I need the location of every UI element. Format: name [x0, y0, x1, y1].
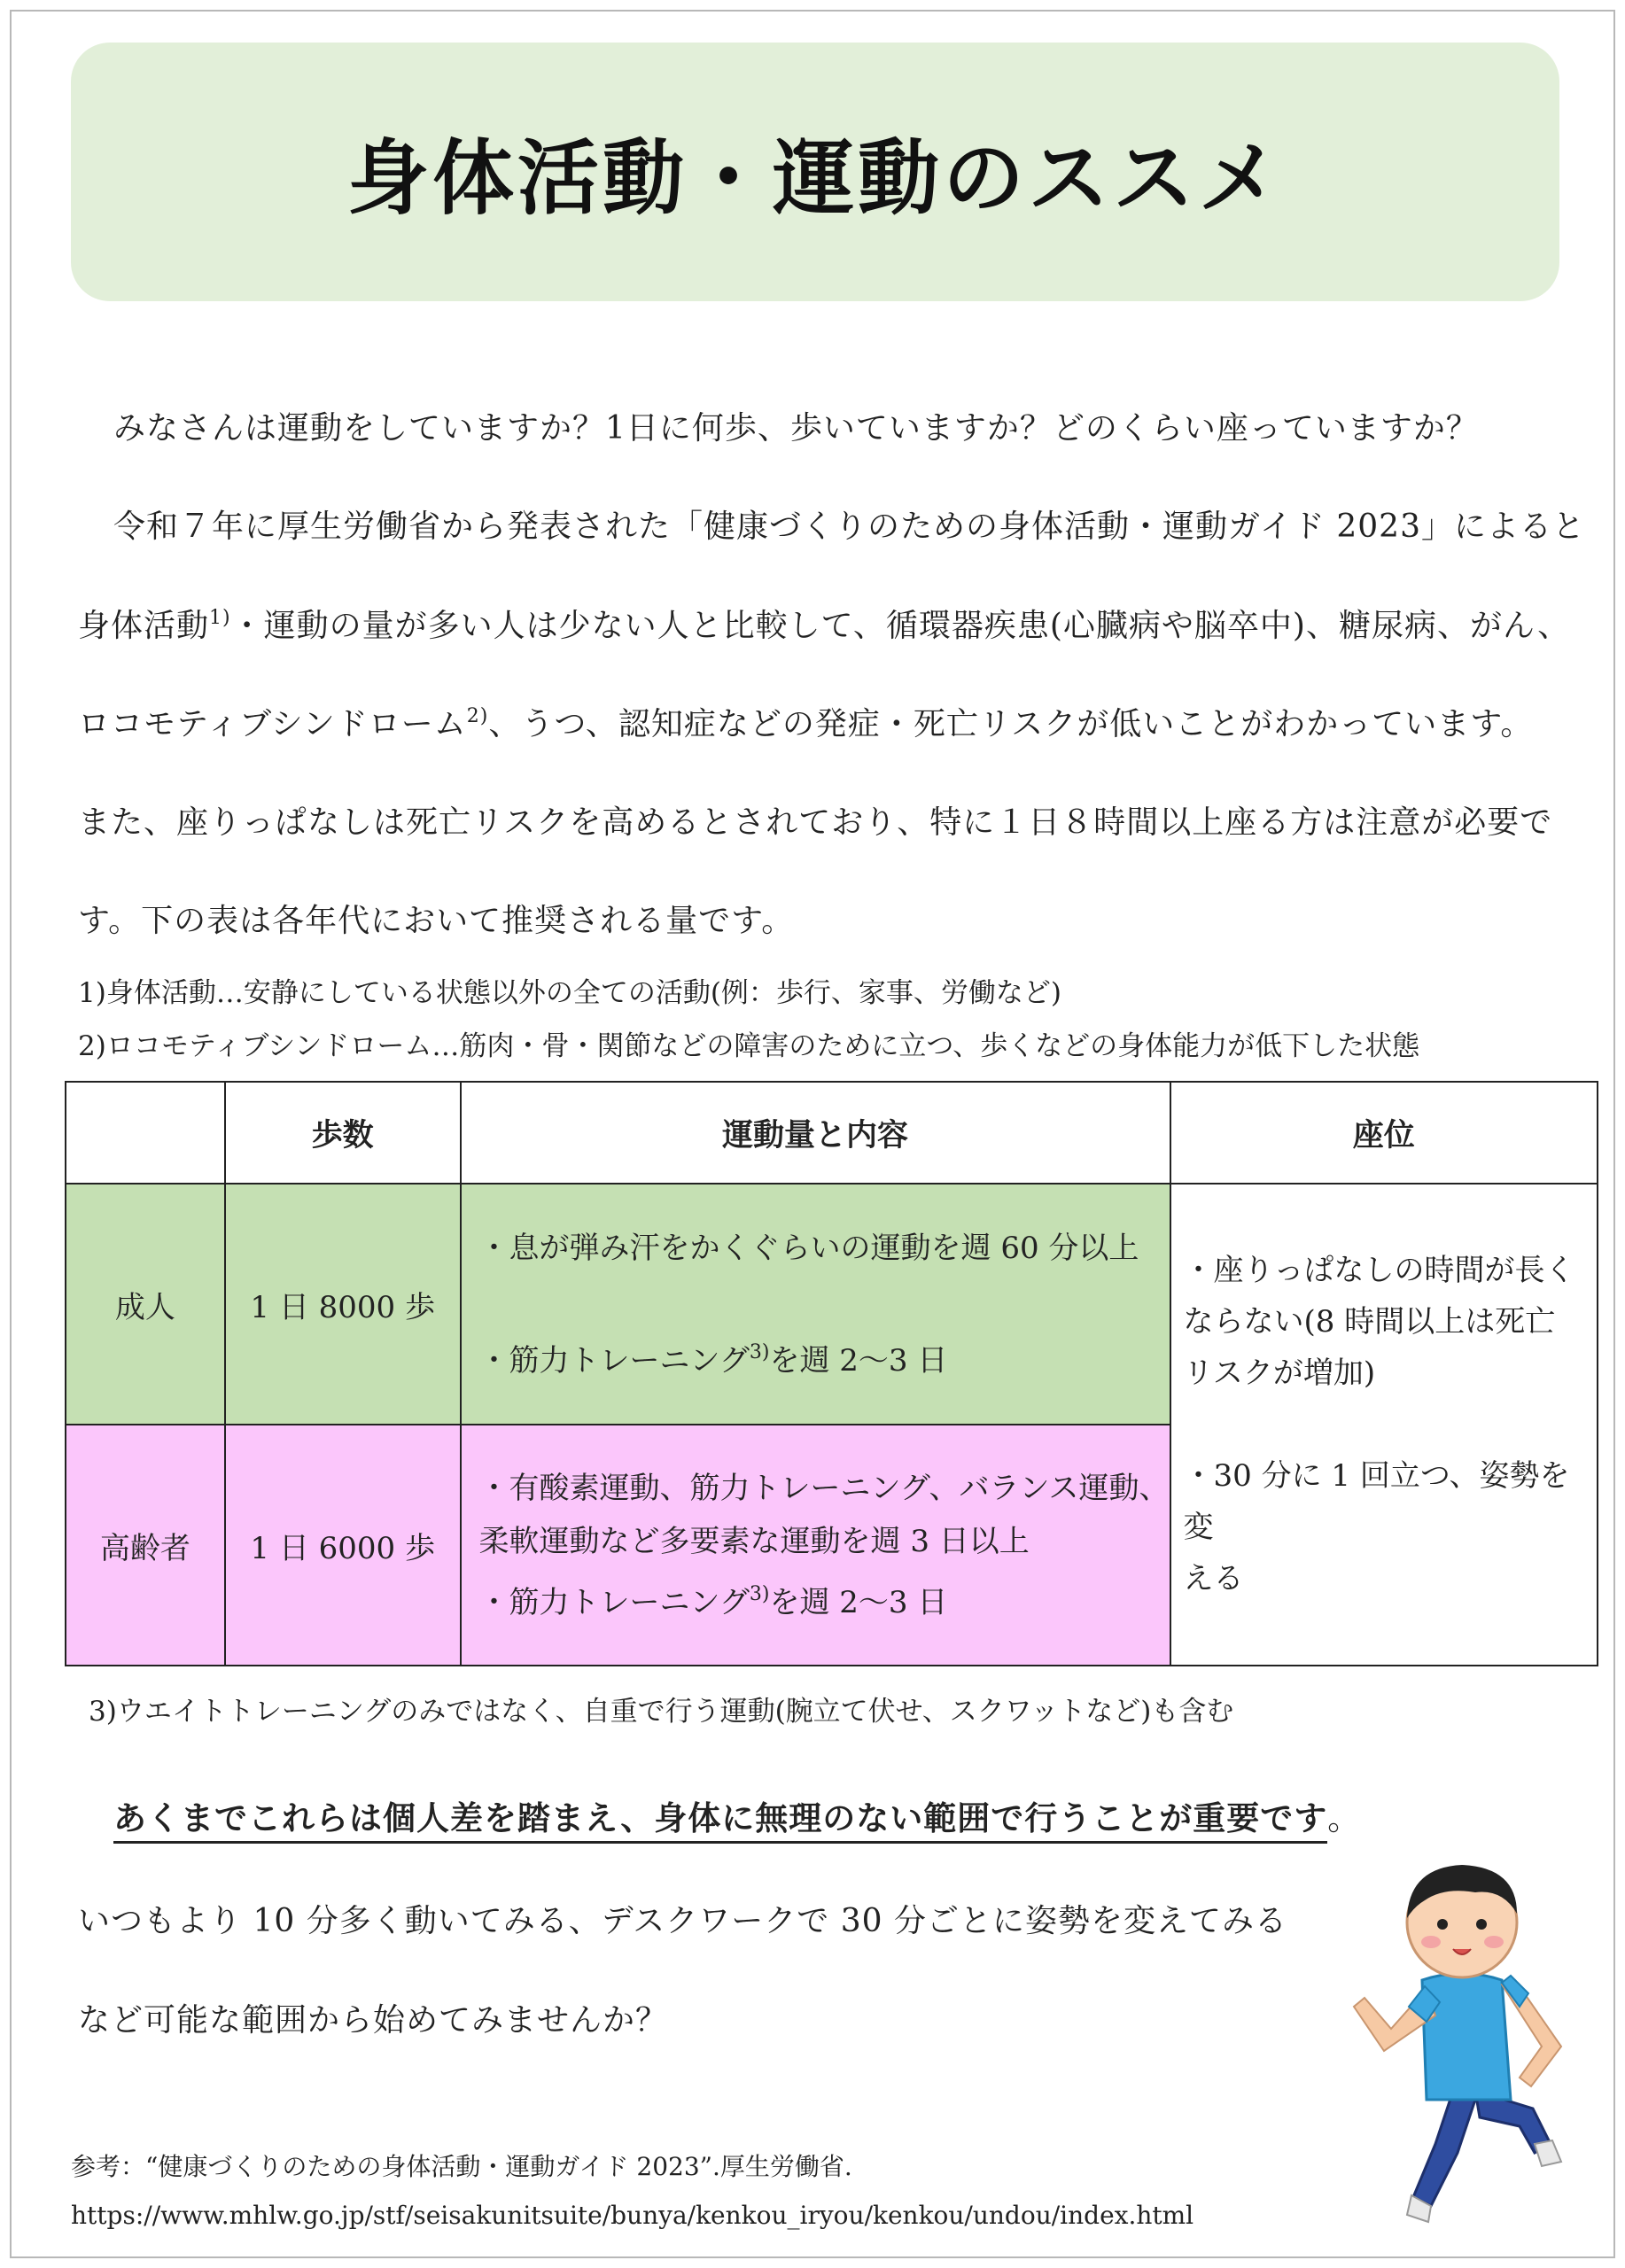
footnote-3: 3)ウエイトトレーニングのみではなく、自重で行う運動(腕立て伏せ、スクワットなど)も含む [89, 1696, 1234, 1728]
elderly-item2-tail: を週 2～3 日 [769, 1584, 948, 1620]
closing-line-1: いつもより 10 分多く動いてみる、デスクワークで 30 分ごとに姿勢を変えてみる [78, 1903, 1287, 1939]
elderly-group: 高齢者 [66, 1425, 225, 1666]
sitting-line-3: リスクが増加) [1183, 1355, 1376, 1391]
adult-exercise-item-1: ・息が弾み汗をかくぐらいの運動を週 60 分以上 [478, 1230, 1139, 1266]
footnote-ref-3-elderly: 3) [749, 1582, 770, 1605]
header-exercise: 運動量と内容 [461, 1082, 1170, 1184]
elderly-item2-text: ・筋力トレーニング [478, 1584, 750, 1620]
body-line-3 [78, 601, 1570, 646]
adult-group: 成人 [66, 1184, 225, 1425]
emphasis-period: 。 [1327, 1799, 1362, 1837]
sitting-line-4: ・30 分に 1 回立つ、姿勢を変 [1183, 1458, 1570, 1545]
table-header-row [66, 1082, 1598, 1184]
adult-exercise-item-2 [479, 1326, 1170, 1387]
recommendation-table [65, 1081, 1598, 1666]
sitting-cell [1170, 1184, 1598, 1666]
emphasis-sentence [113, 1791, 1361, 1839]
term-physical-activity: 身体活動 [78, 608, 210, 644]
elderly-steps: 1 日 6000 歩 [225, 1425, 461, 1666]
adult-item2-text: ・筋力トレーニング [478, 1342, 750, 1379]
body-line-5: また、座りっぱなしは死亡リスクを高めるとされており、特に１日８時間以上座る方は注意が必要で [78, 804, 1553, 841]
elderly-exercise [461, 1425, 1170, 1666]
footnote-ref-3: 3) [749, 1340, 770, 1363]
elderly-exercise-item-1a: ・有酸素運動、筋力トレーニング、バランス運動、 [478, 1470, 1170, 1506]
body-line-4 [78, 699, 1533, 744]
intro-line-1: みなさんは運動をしていますか？1日に何歩、歩いていますか？どのくらい座っていますか？ [113, 410, 1479, 447]
header-steps: 歩数 [225, 1082, 461, 1184]
adult-steps: 1 日 8000 歩 [225, 1184, 461, 1425]
elderly-exercise-item-2 [479, 1568, 1170, 1629]
sitting-line-1: ・座りっぱなしの時間が長く [1183, 1253, 1575, 1288]
term-locomotive-syndrome: ロコモティブシンドローム [78, 706, 467, 742]
emphasis-text: あくまでこれらは個人差を踏まえ、身体に無理のない範囲で行うことが重要です [113, 1799, 1327, 1844]
adult-item2-tail: を週 2～3 日 [769, 1342, 948, 1379]
closing-line-2: など可能な範囲から始めてみませんか？ [78, 2002, 669, 2039]
footnote-1: 1)身体活動…安静にしている状態以外の全ての活動(例：歩行、家事、労働など) [78, 977, 1062, 1009]
walking-person-illustration [1329, 1825, 1595, 2233]
body-line-4-text: 、うつ、認知症などの発症・死亡リスクが低いことがわかっています。 [488, 706, 1534, 742]
reference-title: 参考：“健康づくりのための身体活動・運動ガイド 2023”.厚生労働省. [71, 2152, 852, 2181]
body-line-3-text: ・運動の量が多い人は少ない人と比較して、循環器疾患(心臓病や脳卒中)、糖尿病、がん、 [230, 608, 1571, 644]
adult-exercise [461, 1184, 1170, 1425]
footnote-ref-1: 1) [209, 607, 231, 629]
intro-line-2: 令和７年に厚生労働省から発表された「健康づくりのための身体活動・運動ガイド 2023」によると [113, 509, 1585, 545]
sitting-line-5: える [1183, 1561, 1244, 1596]
page-title: 身体活動・運動のススメ [346, 131, 1283, 226]
body-line-6: す。下の表は各年代において推奨される量です。 [78, 903, 795, 939]
header-sitting: 座位 [1170, 1082, 1598, 1184]
header-empty [66, 1082, 225, 1184]
footnote-ref-2: 2) [466, 705, 489, 727]
reference-url: https://www.mhlw.go.jp/stf/seisakunitsuite/bunya/kenkou_iryou/kenkou/undou/index.html [71, 2201, 1194, 2230]
table-row-adult [66, 1184, 1598, 1425]
elderly-exercise-item-1b: 柔軟運動など多要素な運動を週 3 日以上 [478, 1523, 1030, 1559]
title-banner [71, 43, 1559, 301]
sitting-line-2: ならない(8 時間以上は死亡 [1183, 1304, 1556, 1340]
footnote-2: 2)ロコモティブシンドローム…筋肉・骨・関節などの障害のために立つ、歩くなどの身体能力が低下した状態 [78, 1030, 1420, 1062]
